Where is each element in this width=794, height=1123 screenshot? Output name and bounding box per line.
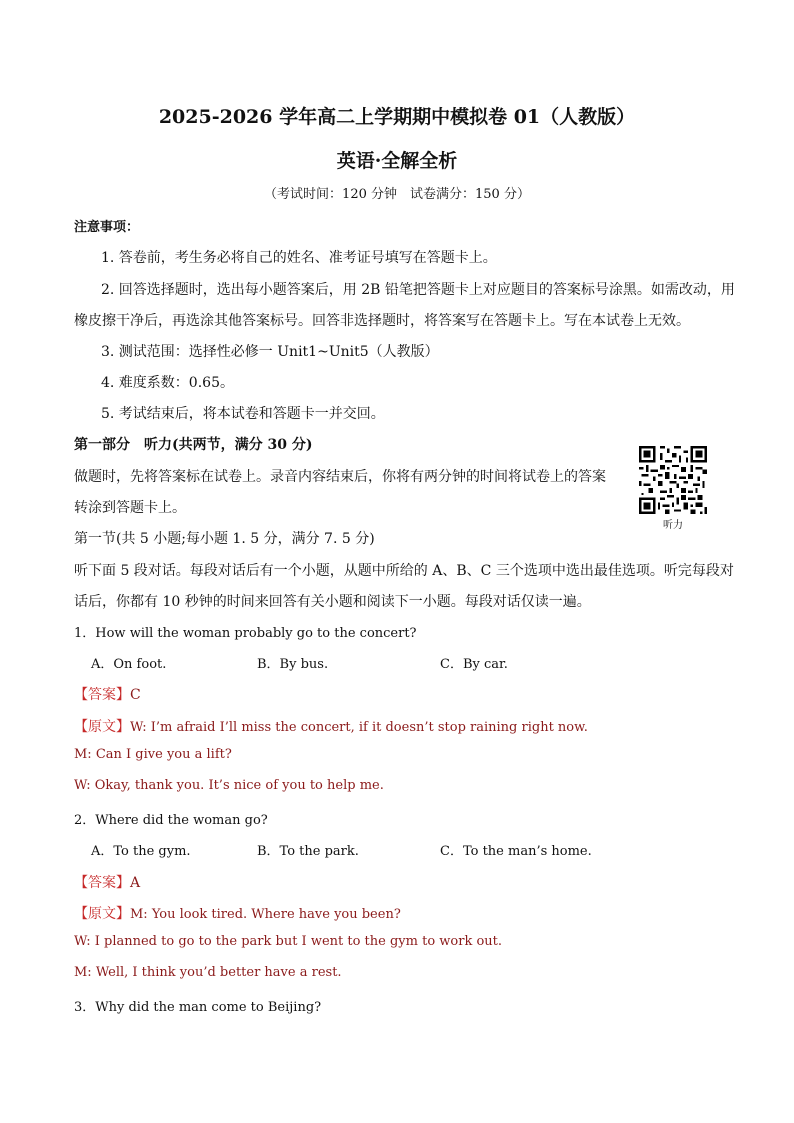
part1-intro-2: 转涂到答题卡上。: [74, 500, 186, 516]
question-1-transcript-1: [74, 716, 588, 736]
answer-value: A: [130, 875, 141, 891]
section1-heading: 第一节(共 5 小题;每小题 1. 5 分，满分 7. 5 分): [74, 531, 375, 547]
notice-item-4: 4. 难度系数：0.65。: [101, 375, 234, 391]
section1-instructions-2: 话后，你都有 10 秒钟的时间来回答有关小题和阅读下一小题。每段对话仅读一遍。: [74, 594, 591, 610]
question-2-answer: [74, 872, 140, 892]
question-2-transcript-2: W: I planned to go to the park but I went to the gym to work out.: [74, 934, 503, 949]
question-2-option-a: A．To the gym.: [91, 844, 191, 859]
notice-item-3: 3. 测试范围：选择性必修一 Unit1~Unit5（人教版）: [101, 344, 439, 360]
question-2-option-b: B．To the park.: [257, 844, 359, 859]
question-2-stem: 2．Where did the woman go?: [74, 813, 268, 828]
question-1-stem: 1．How will the woman probably go to the concert?: [74, 626, 417, 641]
transcript-line: W: I’m afraid I’ll miss the concert, if it doesn’t stop raining right now.: [130, 720, 588, 735]
notice-heading: 注意事项：: [74, 220, 140, 235]
notice-item-1: 1. 答卷前，考生务必将自己的姓名、准考证号填写在答题卡上。: [101, 250, 497, 266]
question-3-stem: 3．Why did the man come to Beijing?: [74, 1000, 322, 1015]
transcript-tag: 【原文】: [74, 906, 130, 922]
question-2-transcript-3: M: Well, I think you’d better have a rest.: [74, 965, 342, 980]
answer-value: C: [130, 687, 141, 703]
notice-item-5: 5. 考试结束后，将本试卷和答题卡一并交回。: [101, 406, 385, 422]
notice-item-2-cont: 橡皮擦干净后，再选涂其他答案标号。回答非选择题时，将答案写在答题卡上。写在本试卷上无效。: [74, 313, 690, 329]
question-1-transcript-3: W: Okay, thank you. It’s nice of you to help me.: [74, 778, 384, 793]
question-2-option-c: C．To the man’s home.: [440, 844, 592, 859]
transcript-line: M: You look tired. Where have you been?: [130, 907, 401, 922]
document-title: 2025-2026 学年高二上学期期中模拟卷 01（人教版）: [158, 106, 636, 128]
qr-code-icon[interactable]: [639, 446, 707, 514]
question-1-answer: [74, 684, 141, 704]
transcript-tag: 【原文】: [74, 719, 130, 735]
exam-info: （考试时间：120 分钟 试卷满分：150 分）: [264, 187, 530, 202]
question-2-transcript-1: [74, 903, 401, 923]
document-subtitle: 英语·全解全析: [336, 150, 458, 172]
question-1-option-c: C．By car.: [440, 657, 508, 672]
notice-item-2: 2. 回答选择题时，选出每小题答案后，用 2B 铅笔把答题卡上对应题目的答案标号涂黑。如需改动，用: [101, 282, 735, 298]
part1-heading: 第一部分 听力(共两节，满分 30 分): [74, 437, 313, 453]
question-1-option-a: A．On foot.: [91, 657, 167, 672]
answer-tag: 【答案】: [74, 687, 130, 703]
answer-tag: 【答案】: [74, 875, 130, 891]
question-1-transcript-2: M: Can I give you a lift?: [74, 747, 232, 762]
qr-code-label: 听力: [663, 520, 683, 531]
section1-instructions-1: 听下面 5 段对话。每段对话后有一个小题，从题中所给的 A、B、C 三个选项中选出最佳选项。听完每段对: [74, 563, 734, 579]
part1-intro-1: 做题时，先将答案标在试卷上。录音内容结束后，你将有两分钟的时间将试卷上的答案: [74, 469, 606, 485]
question-1-option-b: B．By bus.: [257, 657, 329, 672]
